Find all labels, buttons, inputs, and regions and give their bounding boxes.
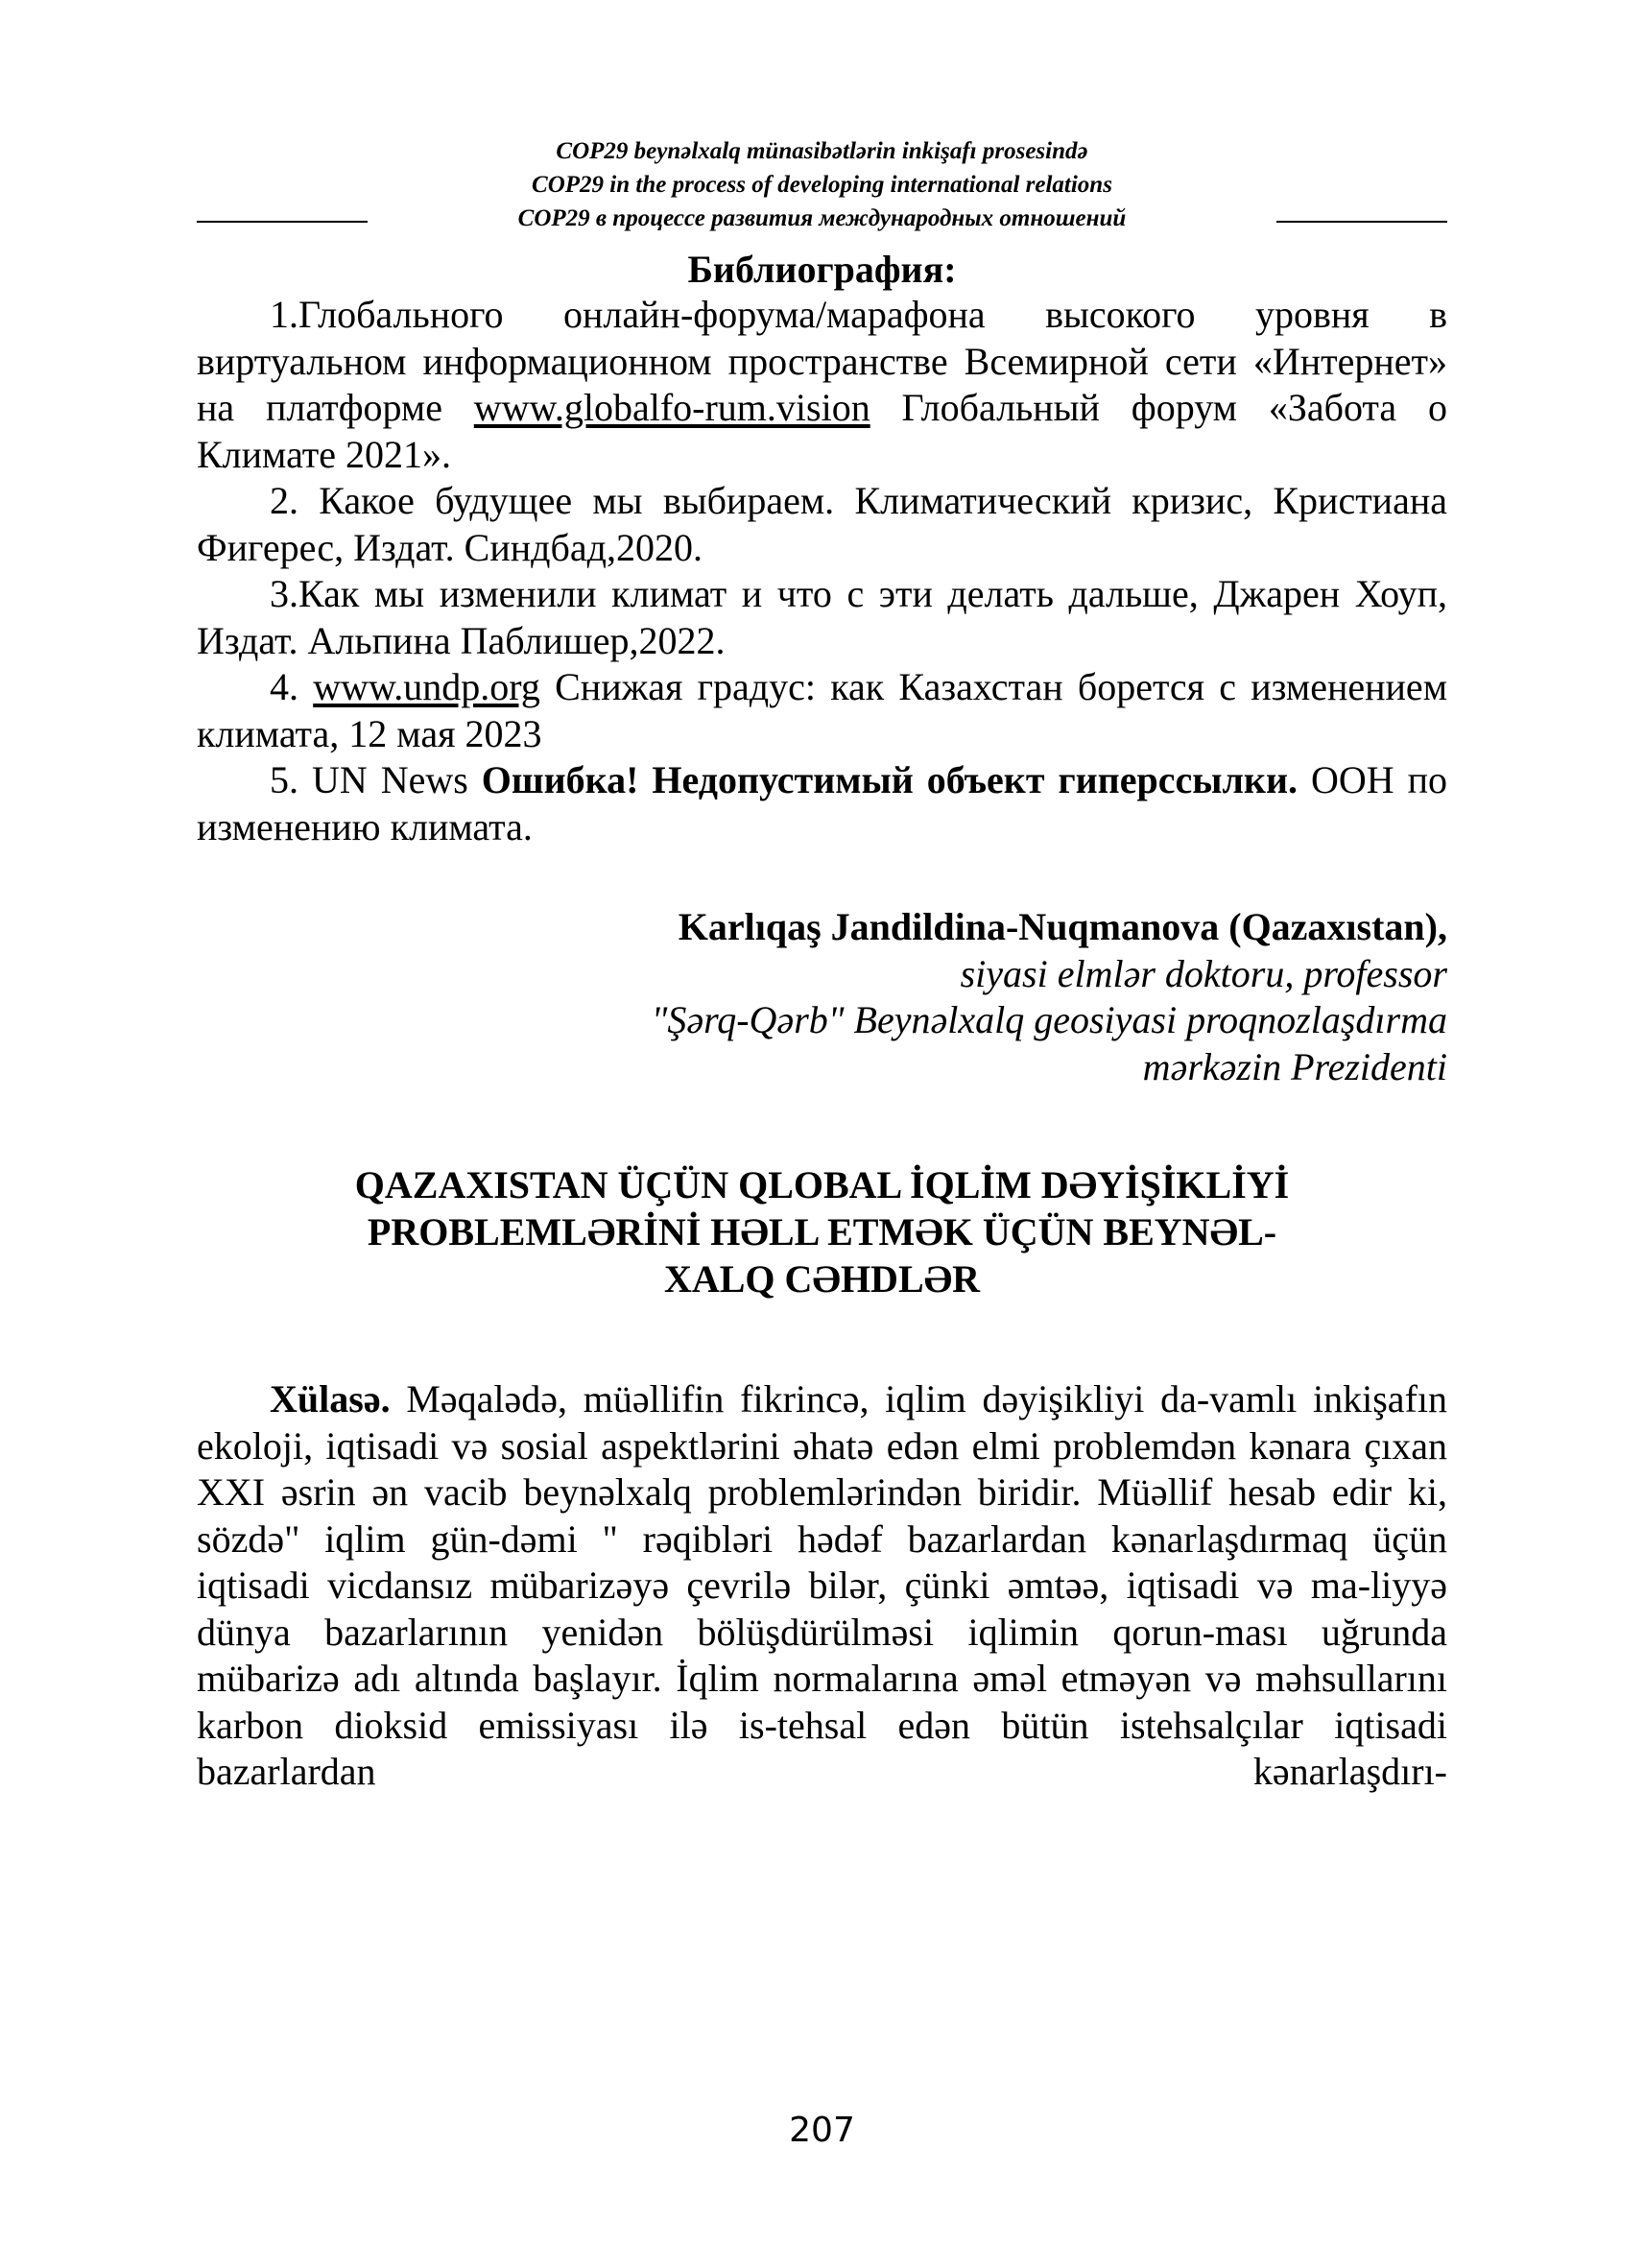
bibliography-title: Библиография: [687, 248, 957, 291]
bibliography-item-2: 2. Какое будущее мы выбираем. Климатический кризис, Кристиана Фигерес, Издат. Синдбад,2020. [197, 479, 1447, 569]
bib-item-4-link[interactable]: www.undp.org [313, 665, 540, 708]
bib-item-4-text-b: Снижая градус: как Казахстан борется с изменением климата, 12 мая 2023 [197, 665, 1448, 755]
page-content [197, 248, 1447, 1796]
running-header-ru: COP29 в процессе развития международных отношений [517, 205, 1127, 231]
running-header-ru-row [197, 202, 1447, 235]
article-title-line-1: QAZAXISTAN ÜÇÜN QLOBAL İQLİM DƏYİŞİKLİYİ [354, 1163, 1290, 1206]
bib-item-5-text-a: 5. UN News [270, 758, 482, 801]
header-rule-left [197, 221, 368, 223]
running-header-en: COP29 in the process of developing international relations [532, 172, 1112, 198]
bibliography-item-4 [197, 664, 1447, 757]
bib-item-1-text-b: Глобальный форум «Забота о Климате 2021». [197, 386, 1447, 476]
article-title [197, 1161, 1447, 1302]
article-title-line-2: PROBLEMLƏRİNİ HƏLL ETMƏK ÜÇÜN BEYNƏL- [367, 1210, 1277, 1253]
bib-item-5-text-b: ООН по изменению климата. [197, 758, 1447, 848]
bib-item-4-text-a: 4. [270, 665, 314, 708]
article-title-line-3: XALQ CƏHDLƏR [663, 1257, 981, 1301]
running-header-az: COP29 beynəlxalq münasibətlərin inkişafı prosesində [556, 138, 1088, 164]
bib-item-1-link[interactable]: www.globalfo-rum.vision [473, 386, 870, 429]
author-block [197, 904, 1447, 1090]
abstract-text: Məqalədə, müəllifin fikrincə, iqlim dəyişikliyi da-vamlı inkişafın ekoloji, iqtisadi və sosial aspektlərini əhatə edən elmi problemdən kənara çıxan XXI əsrin ən vacib beynəlxalq problemlərindən biridir. Müəllif hesab edir ki, sözdə" iqlim gün-dəmi " rəqibləri hədəf bazarlardan kənarlaşdırmaq üçün iqtisadi vicdansız mübarizəyə çevrilə bilər, çünki əmtəə, iqtisadi və ma-liyyə dünya bazarlarının yenidən bölüşdürülməsi iqlimin qorun-ması uğrunda mübarizə adı altında başlayır. İqlim normalarına əməl etməyən və məhsullarını karbon dioksid emissiyası ilə is-tehsal edən bütün istehsalçılar iqtisadi bazarlardan kənarlaşdırı- [197, 1377, 1447, 1793]
author-position-1: "Şərq-Qərb" Beynəlxalq geosiyasi proqnozlaşdırma [651, 998, 1447, 1041]
header-rule-right [1276, 221, 1447, 223]
page-number: 207 [789, 2111, 855, 2150]
abstract [197, 1376, 1447, 1796]
abstract-label: Xülasə. [270, 1377, 391, 1420]
running-header [197, 134, 1447, 235]
bibliography-item-3: 3.Как мы изменили климат и что с эти делать дальше, Джарен Хоуп, Издат. Альпина Паблишер,2022. [197, 572, 1447, 662]
bib-item-5-error: Ошибка! Недопустимый объект гиперссылки. [481, 758, 1298, 801]
author-degree: siyasi elmlər doktoru, professor [960, 951, 1447, 995]
bibliography-item-1 [197, 292, 1447, 478]
bibliography-item-5 [197, 757, 1447, 850]
bib-item-1-text-a: 1.Глобального онлайн-форума/марафона высокого уровня в виртуальном информационном пространстве Всемирной сети «Интернет» на платформе [197, 293, 1447, 429]
author-name: Karlıqaş Jandildina-Nuqmanova (Qazaxıstan), [678, 905, 1447, 948]
author-position-2: mərkəzin Prezidenti [1142, 1044, 1447, 1088]
